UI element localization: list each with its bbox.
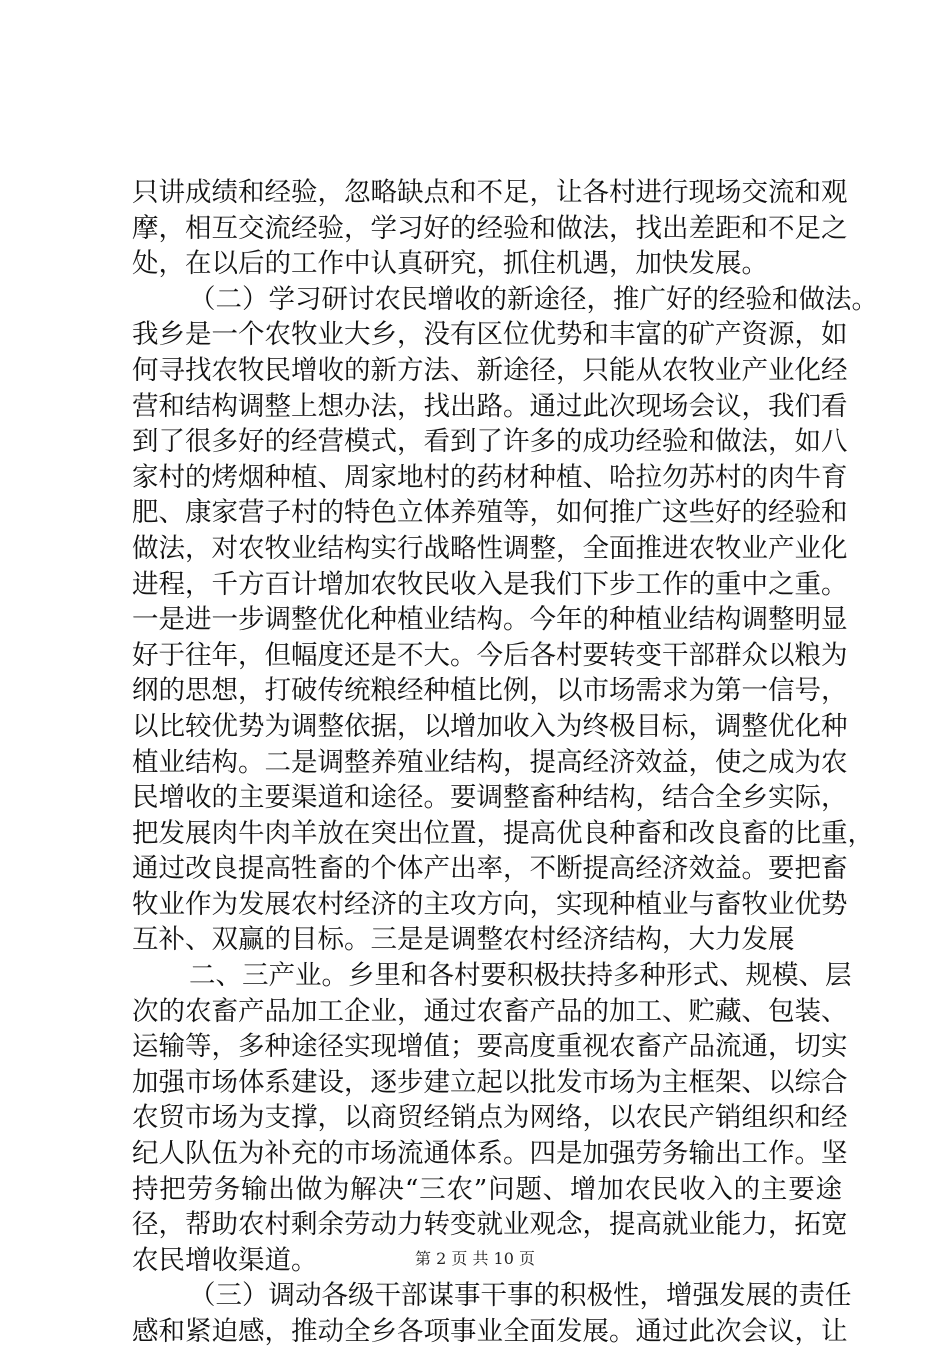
text-line: 纲的思想，打破传统粮经种植比例，以市场需求为第一信号， xyxy=(132,675,848,707)
text-line: 植业结构。二是调整养殖业结构，提高经济效益，使之成为农 xyxy=(132,746,848,778)
text-line: 摩，相互交流经验，学习好的经验和做法，找出差距和不足之 xyxy=(132,212,848,244)
text-line: 农贸市场为支撑，以商贸经销点为网络，以农民产销组织和经 xyxy=(132,1102,848,1134)
text-line: 加强市场体系建设，逐步建立起以批发市场为主框架、以综合 xyxy=(132,1066,848,1098)
text-line: 一是进一步调整优化种植业结构。今年的种植业结构调整明显 xyxy=(132,604,848,636)
text-line: 通过改良提高牲畜的个体产出率，不断提高经济效益。要把畜 xyxy=(132,853,848,885)
text-line: 运输等，多种途径实现增值；要高度重视农畜产品流通，切实 xyxy=(132,1031,848,1063)
text-line: 径，帮助农村剩余劳动力转变就业观念，提高就业能力，拓宽 xyxy=(132,1209,848,1241)
text-line: 二、三产业。乡里和各村要积极扶持多种形式、规模、层 xyxy=(189,960,852,992)
text-line: 次的农畜产品加工企业，通过农畜产品的加工、贮藏、包装、 xyxy=(132,995,848,1027)
text-line: （二）学习研讨农民增收的新途径，推广好的经验和做法。 xyxy=(189,283,878,315)
document-body xyxy=(132,175,878,1350)
text-line: 进程，千方百计增加农牧民收入是我们下步工作的重中之重。 xyxy=(132,568,848,600)
text-line: 互补、双赢的目标。三是是调整农村经济结构，大力发展 xyxy=(132,924,795,956)
text-line: （三）调动各级干部谋事干事的积极性，增强发展的责任 xyxy=(189,1280,852,1312)
text-line: 只讲成绩和经验，忽略缺点和不足，让各村进行现场交流和观 xyxy=(132,177,848,208)
text-line: 营和结构调整上想办法，找出路。通过此次现场会议，我们看 xyxy=(132,390,848,422)
text-line: 好于往年，但幅度还是不大。今后各村要转变干部群众以粮为 xyxy=(132,639,848,671)
text-line: 家村的烤烟种植、周家地村的药材种植、哈拉勿苏村的肉牛育 xyxy=(132,461,848,493)
text-line: 纪人队伍为补充的市场流通体系。四是加强劳务输出工作。坚 xyxy=(132,1138,848,1170)
text-line: 以比较优势为调整依据，以增加收入为终极目标，调整优化种 xyxy=(132,710,848,742)
page-footer: 第 2 页 共 10 页 xyxy=(415,1249,535,1268)
text-line: 感和紧迫感，推动全乡各项事业全面发展。通过此次会议，让 xyxy=(132,1316,848,1347)
text-line: 牧业作为发展农村经济的主攻方向，实现种植业与畜牧业优势 xyxy=(132,888,848,920)
text-line: 何寻找农牧民增收的新方法、新途径，只能从农牧业产业化经 xyxy=(132,354,848,386)
text-line: 我乡是一个农牧业大乡，没有区位优势和丰富的矿产资源，如 xyxy=(132,319,848,351)
text-line: 到了很多好的经营模式，看到了许多的成功经验和做法，如八 xyxy=(132,426,848,458)
text-line: 肥、康家营子村的特色立体养殖等，如何推广这些好的经验和 xyxy=(132,497,848,529)
text-line: 处，在以后的工作中认真研究，抓住机遇，加快发展。 xyxy=(132,248,768,280)
text-line: 民增收的主要渠道和途径。要调整畜种结构，结合全乡实际， xyxy=(132,782,848,814)
text-line: 做法，对农牧业结构实行战略性调整，全面推进农牧业产业化 xyxy=(132,532,848,564)
text-line: 农民增收渠道。 xyxy=(132,1244,318,1276)
text-line: 把发展肉牛肉羊放在突出位置，提高优良种畜和改良畜的比重， xyxy=(132,817,874,849)
text-line: 持把劳务输出做为解决“三农”问题、增加农民收入的主要途 xyxy=(132,1173,842,1205)
